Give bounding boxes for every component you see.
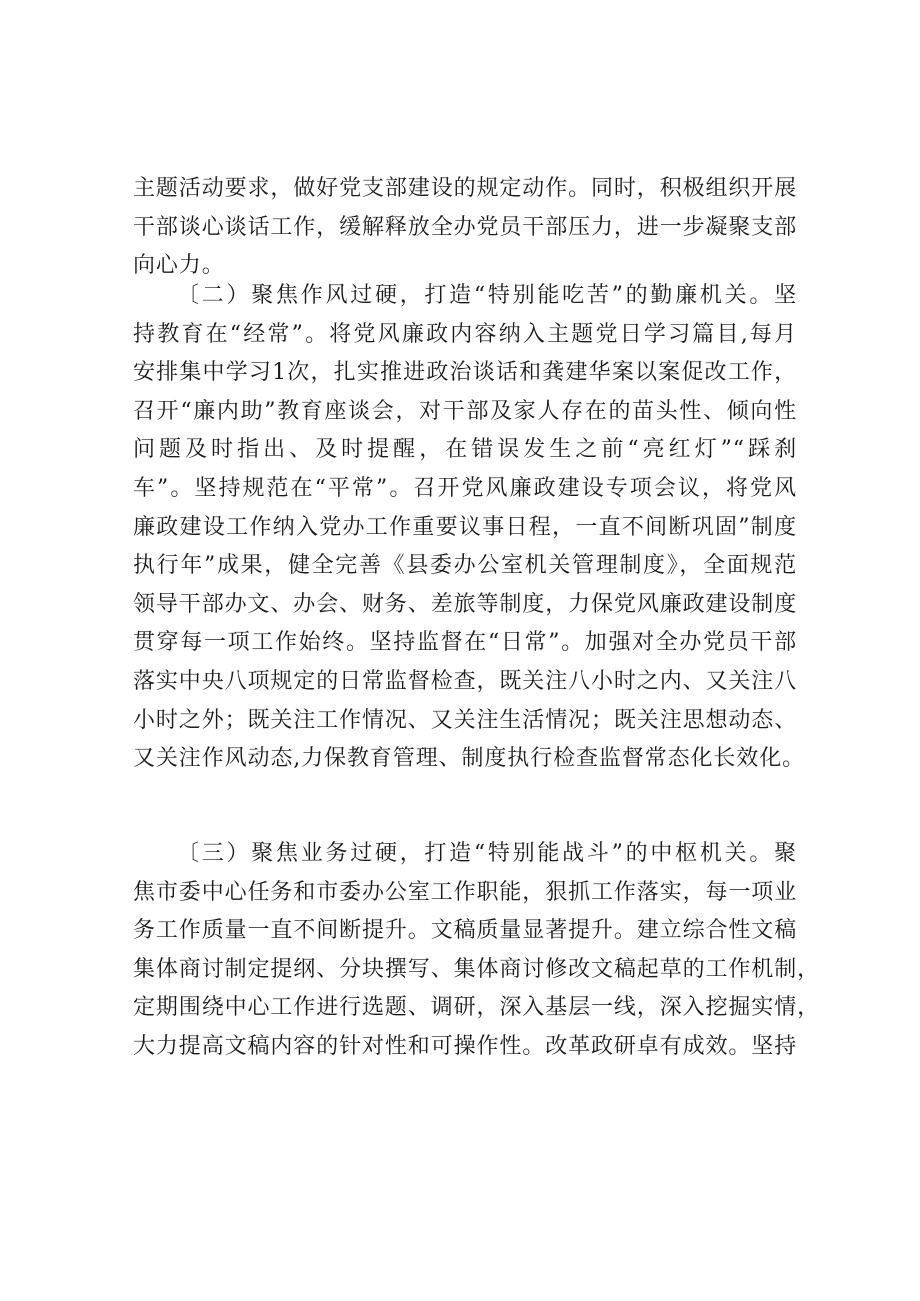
- paragraph-line: 集体商讨制定提纲、分块撰写、集体商讨修改文稿起草的工作机制，: [133, 956, 821, 982]
- paragraph-3: [133, 835, 821, 1067]
- paragraph-line: 落实中央八项规定的日常监督检查，既关注八小时之内、又关注八: [133, 668, 798, 694]
- paragraph-line: 干部谈心谈话工作，缓解释放全办党员干部压力，进一步凝聚支部: [133, 214, 798, 240]
- paragraph-line: 定期围绕中心工作进行选题、调研，深入基层一线，深入挖掘实情，: [133, 995, 821, 1021]
- paragraph-line: 小时之外；既关注工作情况、又关注生活情况；既关注思想动态、: [133, 707, 798, 733]
- paragraph-line: 廉政建设工作纳入党办工作重要议事日程，一直不间断巩固”制度: [133, 514, 797, 540]
- paragraph-line: 焦市委中心任务和市委办公室工作职能，狠抓工作落实，每一项业: [133, 879, 798, 905]
- paragraph-line: 向心力。: [133, 253, 225, 279]
- paragraph-line: 〔三）聚焦业务过硬，打造“特别能战斗”的中枢机关。聚: [177, 841, 797, 866]
- paragraph-line: 主题活动要求，做好党支部建设的规定动作。同时，积极组织开展: [133, 176, 798, 201]
- paragraph-line: 大力提高文稿内容的针对性和可操作性。改革政研卓有成效。坚持: [133, 1033, 798, 1059]
- paragraph-line: 持教育在“经常”。将党风廉政内容纳入主题党日学习篇目,每月: [133, 321, 797, 347]
- paragraph-line: 领导干部办文、办会、财务、差旅等制度，力保党风廉政建设制度: [133, 591, 798, 617]
- paragraph-line: 安排集中学习1次，扎实推进政治谈话和龚建华案以案促改工作，: [133, 360, 797, 386]
- paragraph-line: 〔二）聚焦作风过硬，打造“特别能吃苦”的勤廉机关。坚: [177, 283, 797, 308]
- paragraph-line: 问题及时指出、及时提醒，在错误发生之前“亮红灯”“踩刹: [133, 437, 797, 463]
- paragraph-line: 又关注作风动态,力保教育管理、制度执行检查监督常态化长效化。: [133, 746, 805, 772]
- paragraph-line: 召开“廉内助”教育座谈会，对干部及家人存在的苗头性、倾向性: [133, 398, 797, 424]
- paragraph-2: [133, 277, 805, 779]
- paragraph-line: 贯穿每一项工作始终。坚持监督在“日常”。加强对全办党员干部: [133, 630, 797, 656]
- paragraph-line: 务工作质量一直不间断提升。文稿质量显著提升。建立综合性文稿: [133, 918, 798, 944]
- paragraph-line: 执行年”成果，健全完善《县委办公室机关管理制度》，全面规范: [133, 553, 797, 579]
- paragraph-line: 车”。坚持规范在“平常”。召开党风廉政建设专项会议，将党风: [133, 475, 797, 501]
- paragraph-1: [133, 170, 797, 286]
